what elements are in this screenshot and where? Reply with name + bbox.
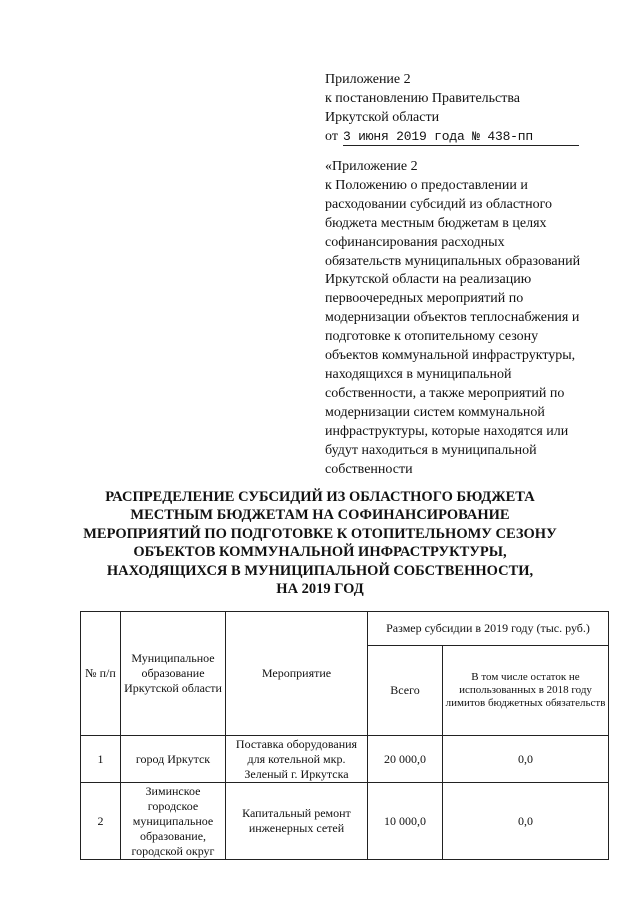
reference-line: объектов коммунальной инфраструктуры, — [325, 348, 576, 364]
cell-num: 2 — [81, 783, 121, 860]
cell-remainder: 0,0 — [443, 783, 609, 860]
cell-num: 1 — [81, 736, 121, 783]
cell-measure: Поставка оборудования для котельной мкр. Зеленый г. Иркутска — [226, 736, 368, 783]
reference-line: модернизации объектов теплоснабжения и — [325, 310, 580, 326]
reference-line: модернизации систем коммунальной — [325, 404, 545, 420]
cell-total: 20 000,0 — [368, 736, 443, 783]
header-num: № п/п — [81, 612, 121, 736]
reference-line: подготовке к отопительному сезону — [325, 329, 539, 345]
date-prefix: от — [325, 129, 338, 144]
reference-line: софинансирования расходных — [325, 234, 505, 250]
reference-line: первоочередных мероприятий по — [325, 291, 524, 307]
reference-line: находящихся в муниципальной — [325, 366, 512, 382]
heading-line: МЕРОПРИЯТИЙ ПО ПОДГОТОВКЕ К ОТОПИТЕЛЬНОМУ СЕЗОНУ — [83, 525, 557, 542]
date-value: 3 июня 2019 года № 438-пп — [343, 128, 579, 146]
appendix-block — [325, 70, 605, 146]
heading-line: ОБЪЕКТОВ КОММУНАЛЬНОЙ ИНФРАСТРУКТУРЫ, — [133, 544, 507, 561]
header-subsidy: Размер субсидии в 2019 году (тыс. руб.) — [368, 612, 609, 646]
header-total: Всего — [368, 646, 443, 736]
cell-measure: Капитальный ремонт инженерных сетей — [226, 783, 368, 860]
reference-line: к Положению о предоставлении и — [325, 177, 528, 193]
cell-municipality: Зиминское городское муниципальное образование, городской округ — [121, 783, 226, 860]
reference-line: расходовании субсидий из областного — [325, 196, 553, 212]
reference-block — [325, 158, 605, 479]
reference-line: «Приложение 2 — [325, 159, 418, 174]
document-heading — [80, 488, 560, 598]
reference-line: собственности, а также мероприятий по — [325, 385, 565, 401]
reference-line: собственности — [325, 461, 413, 477]
appendix-title: Приложение 2 — [325, 72, 411, 87]
header-measure: Мероприятие — [226, 612, 368, 736]
header-municipality: Муниципальное образование Иркутской области — [121, 612, 226, 736]
appendix-date-row — [325, 127, 605, 146]
heading-line: МЕСТНЫМ БЮДЖЕТАМ НА СОФИНАНСИРОВАНИЕ — [130, 507, 510, 524]
heading-line: НА 2019 ГОД — [276, 581, 364, 598]
heading-line: РАСПРЕДЕЛЕНИЕ СУБСИДИЙ ИЗ ОБЛАСТНОГО БЮДЖЕТА — [105, 489, 535, 505]
reference-line: инфраструктуры, которые находятся или — [325, 423, 569, 439]
table-row — [81, 783, 609, 860]
subsidy-table — [80, 611, 609, 860]
heading-line: НАХОДЯЩИХСЯ В МУНИЦИПАЛЬНОЙ СОБСТВЕННОСТИ, — [106, 562, 534, 579]
reference-line: Иркутской области на реализацию — [325, 272, 532, 288]
table-row — [81, 736, 609, 783]
cell-municipality: город Иркутск — [121, 736, 226, 783]
table-header-row — [81, 612, 609, 646]
reference-line: бюджета местным бюджетам в целях — [325, 215, 547, 231]
appendix-line: Иркутской области — [325, 110, 440, 125]
reference-line: будут находиться в муниципальной — [325, 442, 537, 458]
appendix-line: к постановлению Правительства — [325, 91, 521, 106]
reference-line: обязательств муниципальных образований — [325, 253, 581, 269]
cell-remainder: 0,0 — [443, 736, 609, 783]
cell-total: 10 000,0 — [368, 783, 443, 860]
header-remainder: В том числе остаток не использованных в 2018 году лимитов бюджетных обязательств — [443, 646, 609, 736]
